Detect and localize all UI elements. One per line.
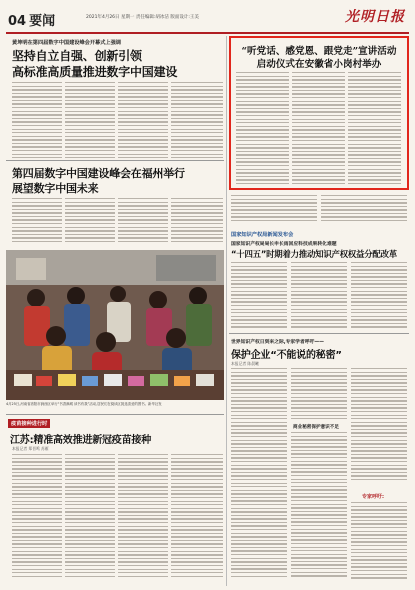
highlight-body-col2 [292, 72, 345, 186]
ip-kicker: 国家知识产权局局长申长雨回应科技成果转化难题 [231, 242, 337, 247]
ip-headline: “十四五”时期着力推动知识产权权益分配改革 [231, 249, 397, 259]
reading-event-photo [6, 250, 224, 400]
section-name: 要闻 [29, 14, 56, 29]
lead-headline-line1: 坚持自立自强、创新引领 [12, 49, 142, 63]
secret-kicker: 世界知识产权日到来之际,专家学者呼吁—— [231, 340, 324, 345]
highlight-article-box [229, 36, 409, 190]
ip-body-col1 [231, 262, 287, 330]
lead-headline-line2: 高标准高质量推进数字中国建设 [12, 65, 178, 79]
highlight-body-col1 [236, 72, 289, 186]
secret-body-col2b [291, 432, 347, 584]
vaccine-body-col2 [65, 454, 115, 584]
right-body-b [321, 195, 407, 225]
lead-body-col4 [171, 82, 223, 158]
vaccine-body-col4 [171, 454, 223, 584]
summit-body-col3 [118, 198, 168, 246]
vaccine-headline: 江苏:精准高效推进新冠疫苗接种 [10, 435, 151, 446]
expert-view-label: 专家呼吁: [362, 494, 384, 500]
column-divider [226, 36, 227, 586]
secret-body-col2a [291, 368, 347, 422]
photo-caption: 4月25日,河南省洛阳市涧西区举行“书香满城 读书有我”活动,居民们在阅读区挑选喜爱的图书。新华社发 [6, 402, 162, 406]
page-number [8, 10, 55, 29]
vaccine-body-col1 [12, 454, 62, 584]
summit-body-col1 [12, 198, 62, 246]
divider-3 [6, 414, 224, 415]
summit-headline-line1: 第四届数字中国建设峰会在福州举行 [12, 167, 185, 180]
date-line: 2021年4月26日 星期一 责任编辑:胡冰洁 版面设计:王美 [86, 15, 199, 20]
secret-body-col3b [351, 502, 407, 584]
masthead [6, 4, 409, 34]
right-body-a [231, 195, 317, 225]
lead-body-col1 [12, 82, 62, 158]
highlight-headline-line2: 启动仪式在安徽省小岗村举办 [256, 59, 382, 70]
ip-body-col2 [291, 262, 347, 330]
newspaper-logo: 光明日报 [345, 9, 405, 25]
highlight-body-col3 [348, 72, 401, 186]
lead-body-col2 [65, 82, 115, 158]
lead-kicker: 黄坤明在第四届数字中国建设峰会开幕式上强调 [12, 40, 121, 46]
vaccine-byline: 本报记者 郑晋鸣 苏雁 [12, 446, 49, 451]
photo-illustration [6, 250, 224, 400]
divider-1 [6, 160, 224, 161]
secret-body-col1 [231, 368, 287, 584]
secret-body-col3a [351, 368, 407, 488]
secret-headline: 保护企业“不能说的秘密” [231, 350, 342, 361]
summit-body-col4 [171, 198, 223, 246]
ip-section-label: 国家知识产权局新闻发布会 [231, 232, 294, 238]
highlight-headline-line1: “听党话、感党恩、跟党走”宣讲活动 [241, 46, 397, 57]
ip-body-col3 [351, 262, 407, 330]
secret-byline: 本报记者 陈晨曦 [231, 361, 259, 366]
summit-body-col2 [65, 198, 115, 246]
vaccine-body-col3 [118, 454, 168, 584]
lead-body-col3 [118, 82, 168, 158]
divider-2 [229, 333, 409, 334]
trade-secret-subhead: 商业秘密保护意识不足 [293, 425, 339, 430]
page-number-value: 04 [8, 14, 27, 29]
summit-headline-line2: 展望数字中国未来 [12, 182, 99, 195]
vaccine-section-label: 疫苗接种进行时 [8, 419, 50, 428]
